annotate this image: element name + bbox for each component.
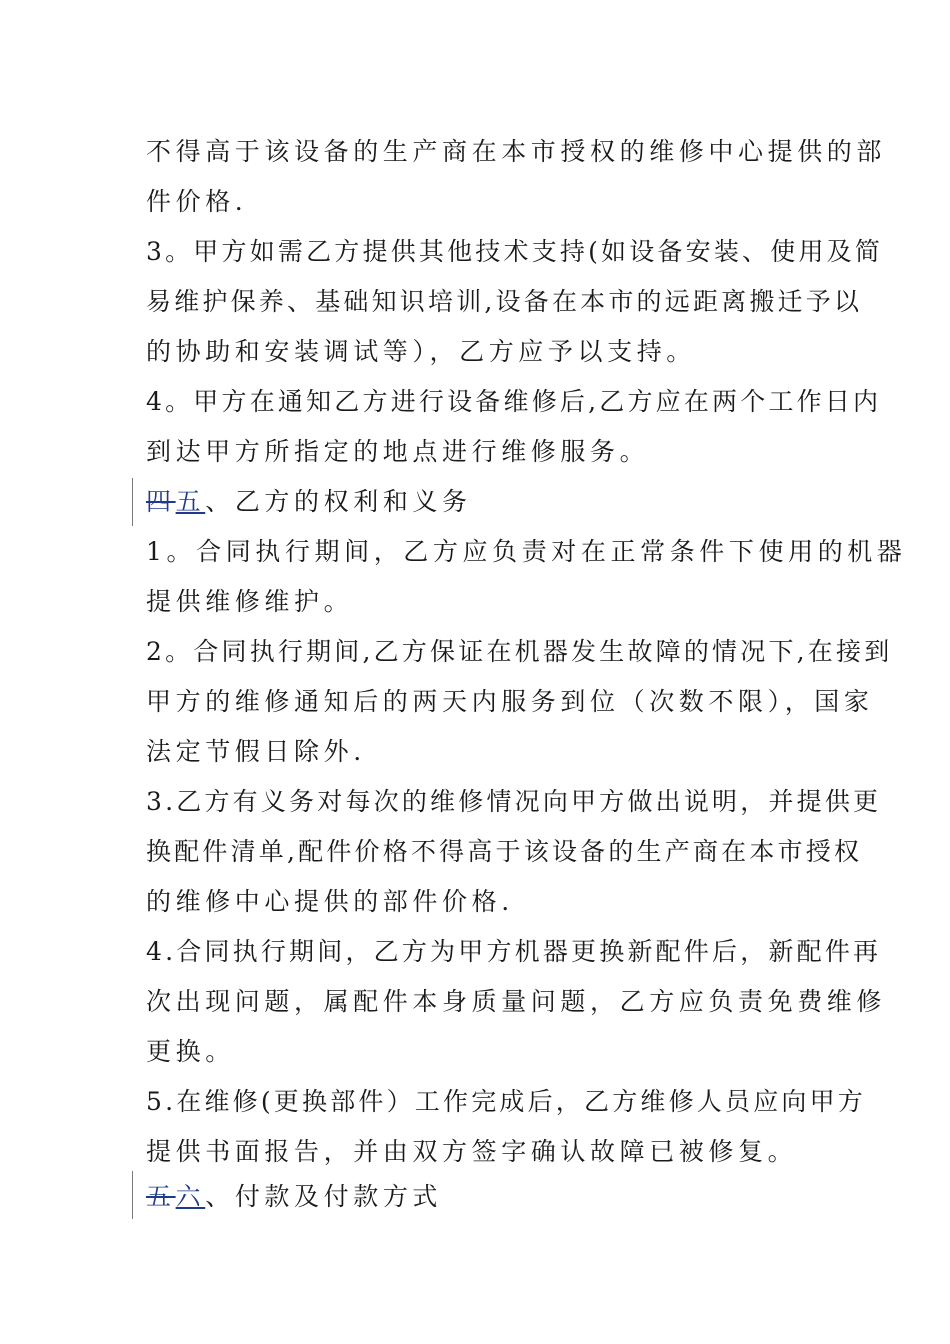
- section-heading: [146, 486, 472, 518]
- body-line: 法定节假日除外.: [146, 737, 366, 766]
- body-line: 4。甲方在通知乙方进行设备维修后,乙方应在两个工作日内: [146, 387, 882, 416]
- body-line: 提供书面报告，并由双方签字确认故障已被修复。: [146, 1137, 798, 1166]
- heading-text: 、付款及付款方式: [205, 1182, 443, 1211]
- deleted-text: 五: [146, 1182, 176, 1211]
- section-heading: [146, 1181, 442, 1213]
- body-line: 不得高于该设备的生产商在本市授权的维修中心提供的部: [146, 137, 887, 166]
- body-line: 3。甲方如需乙方提供其他技术支持(如设备安装、使用及简: [146, 237, 884, 266]
- body-line: 到达甲方所指定的地点进行维修服务。: [146, 437, 650, 466]
- body-line: 3.乙方有义务对每次的维修情况向甲方做出说明，并提供更: [146, 787, 882, 816]
- body-line: 2。合同执行期间,乙方保证在机器发生故障的情况下,在接到: [146, 637, 893, 666]
- deleted-text: 四: [146, 487, 176, 516]
- body-line: 更换。: [146, 1037, 235, 1066]
- body-line: 换配件清单,配件价格不得高于该设备的生产商在本市授权: [146, 837, 863, 866]
- body-line: 的协助和安装调试等），乙方应予以支持。: [146, 337, 696, 366]
- body-line: 5.在维修(更换部件）工作完成后，乙方维修人员应向甲方: [146, 1087, 867, 1116]
- body-line: 易维护保养、基础知识培训,设备在本市的远距离搬迁予以: [146, 287, 863, 316]
- inserted-text: 六: [175, 1182, 206, 1211]
- body-line: 甲方的维修通知后的两天内服务到位（次数不限），国家: [146, 687, 874, 716]
- heading-text: 、乙方的权利和义务: [205, 487, 472, 516]
- inserted-text: 五: [175, 487, 206, 516]
- body-line: 1。合同执行期间，乙方应负责对在正常条件下使用的机器: [146, 537, 907, 566]
- revision-bar: [132, 478, 133, 526]
- body-line: 4.合同执行期间，乙方为甲方机器更换新配件后，新配件再: [146, 937, 882, 966]
- body-line: 提供维修维护。: [146, 587, 354, 616]
- revision-bar: [132, 1171, 133, 1219]
- body-line: 的维修中心提供的部件价格.: [146, 887, 514, 916]
- body-line: 件价格.: [146, 187, 248, 216]
- body-line: 次出现问题，属配件本身质量问题，乙方应负责免费维修: [146, 987, 887, 1016]
